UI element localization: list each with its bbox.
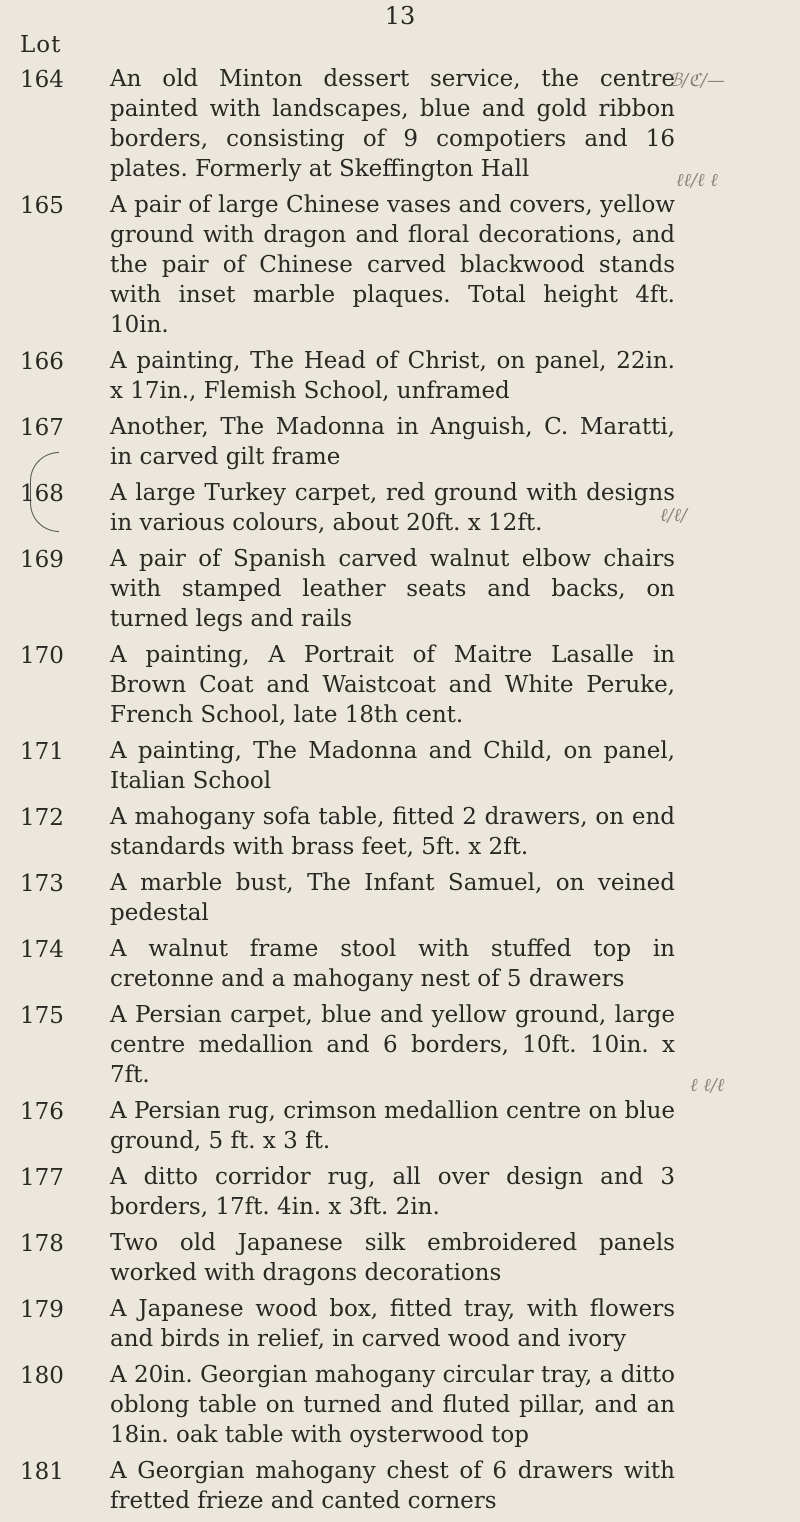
lot-entry: [0, 1000, 800, 1090]
lot-column-header: Lot: [20, 32, 62, 58]
lot-number: 171: [20, 739, 64, 765]
lot-entry: [0, 802, 800, 862]
handwritten-note: ℓ ℓ/ℓ: [690, 1075, 725, 1096]
lot-number: 169: [20, 547, 64, 573]
lot-description: A Japanese wood box, fitted tray, with flowers and birds in relief, in carved wood and ivory: [110, 1296, 675, 1352]
lot-description: A pair of large Chinese vases and covers, yellow ground with dragon and floral decorations, and the pair of Chinese carved blackwood stands with inset marble plaques. Total height 4ft. 10in.: [110, 192, 675, 338]
lot-list: [0, 64, 800, 1522]
lot-entry: [0, 1456, 800, 1516]
lot-description: A Georgian mahogany chest of 6 drawers with fretted frieze and canted corners: [110, 1458, 675, 1514]
lot-entry: [0, 868, 800, 928]
lot-number: 165: [20, 193, 64, 219]
lot-entry: [0, 544, 800, 634]
lot-number: 174: [20, 937, 64, 963]
lot-description: A Persian carpet, blue and yellow ground, large centre medallion and 6 borders, 10ft. 10in. x 7ft.: [110, 1002, 675, 1088]
lot-entry: [0, 640, 800, 730]
lot-entry: [0, 346, 800, 406]
lot-description: A painting, The Madonna and Child, on panel, Italian School: [110, 738, 675, 794]
lot-number: 177: [20, 1165, 64, 1191]
lot-entry: [0, 736, 800, 796]
lot-description: A large Turkey carpet, red ground with designs in various colours, about 20ft. x 12ft.: [110, 480, 675, 536]
lot-description: A Persian rug, crimson medallion centre on blue ground, 5 ft. x 3 ft.: [110, 1098, 675, 1154]
lot-number: 178: [20, 1231, 64, 1257]
lot-number: 173: [20, 871, 64, 897]
lot-number: 172: [20, 805, 64, 831]
lot-description: A walnut frame stool with stuffed top in cretonne and a mahogany nest of 5 drawers: [110, 936, 675, 992]
lot-number: 168: [20, 481, 64, 507]
lot-number: 180: [20, 1363, 64, 1389]
lot-entry: [0, 190, 800, 340]
lot-entry: [0, 1228, 800, 1288]
page-number: 13: [384, 2, 416, 30]
lot-description: Another, The Madonna in Anguish, C. Maratti, in carved gilt frame: [110, 414, 675, 470]
lot-description: An old Minton dessert service, the centre painted with landscapes, blue and gold ribbon borders, consisting of 9 compotiers and 16 plates. Formerly at Skeffington Hall: [110, 66, 675, 182]
handwritten-note: ℬ/ℭ/—: [668, 70, 725, 91]
lot-number: 181: [20, 1459, 64, 1485]
handwritten-note: ℓ/ℓ/: [660, 505, 688, 526]
lot-description: A mahogany sofa table, fitted 2 drawers, on end standards with brass feet, 5ft. x 2ft.: [110, 804, 675, 860]
lot-description: Two old Japanese silk embroidered panels worked with dragons decorations: [110, 1230, 675, 1286]
lot-description: A painting, A Portrait of Maitre Lasalle in Brown Coat and Waistcoat and White Peruke, French School, late 18th cent.: [110, 642, 675, 728]
lot-number: 166: [20, 349, 64, 375]
lot-number: 176: [20, 1099, 64, 1125]
handwritten-note: ℓℓ/ℓ ℓ: [676, 170, 718, 191]
lot-entry: [0, 412, 800, 472]
lot-description: A painting, The Head of Christ, on panel, 22in. x 17in., Flemish School, unframed: [110, 348, 675, 404]
lot-number: 175: [20, 1003, 64, 1029]
lot-description: A marble bust, The Infant Samuel, on veined pedestal: [110, 870, 675, 926]
lot-number: 167: [20, 415, 64, 441]
lot-number: 164: [20, 67, 64, 93]
lot-description: A pair of Spanish carved walnut elbow chairs with stamped leather seats and backs, on turned legs and rails: [110, 546, 675, 632]
lot-entry: [0, 1096, 800, 1156]
lot-entry: [0, 934, 800, 994]
lot-description: A ditto corridor rug, all over design and 3 borders, 17ft. 4in. x 3ft. 2in.: [110, 1164, 675, 1220]
lot-entry: [0, 1294, 800, 1354]
lot-number: 179: [20, 1297, 64, 1323]
lot-number: 170: [20, 643, 64, 669]
lot-description: A 20in. Georgian mahogany circular tray, a ditto oblong table on turned and fluted pillar, and an 18in. oak table with oysterwood top: [110, 1362, 675, 1448]
lot-entry: [0, 1360, 800, 1450]
lot-entry: [0, 1162, 800, 1222]
